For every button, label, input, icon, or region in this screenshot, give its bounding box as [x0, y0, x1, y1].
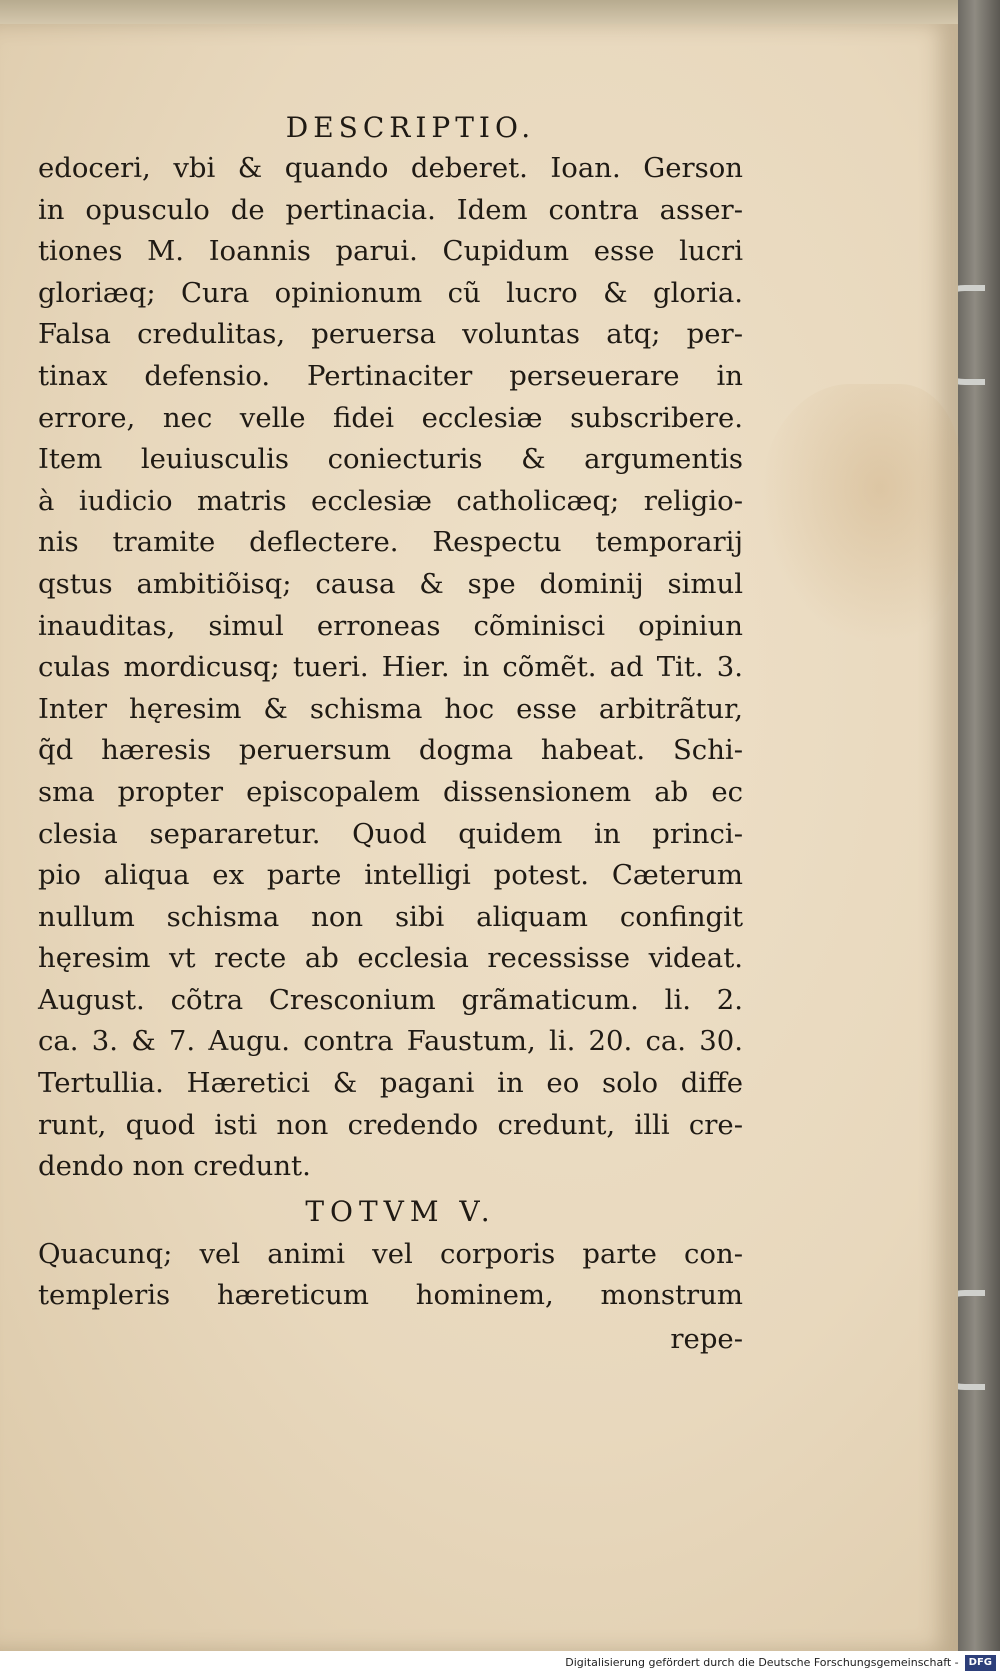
- text-line: Item leuiusculis coniecturis & argumentis: [38, 443, 743, 476]
- text-line: clesia separaretur. Quod quidem in princi-: [38, 817, 743, 850]
- text-line: pio aliqua ex parte intelligi potest. Cæterum: [38, 859, 743, 892]
- text-line: Quacunq; vel animi vel corporis parte con-: [38, 1237, 743, 1270]
- dfg-logo-badge: DFG: [965, 1655, 996, 1671]
- water-stain: [760, 384, 960, 644]
- book-binding: [958, 0, 1000, 1651]
- page-text: [38, 108, 743, 1361]
- text-line: tinax defensio. Pertinaciter perseuerare in: [38, 359, 743, 392]
- text-line: errore, nec velle fidei ecclesiæ subscribere.: [38, 401, 743, 434]
- text-line: templeris hæreticum hominem, monstrum: [38, 1279, 743, 1312]
- text-line: gloriæq; Cura opinionum cũ lucro & gloria.: [38, 276, 743, 309]
- text-line: sma propter episcopalem dissensionem ab ec: [38, 775, 743, 808]
- text-line: qstus ambitiõisq; causa & spe dominij simul: [38, 567, 743, 600]
- text-line: inauditas, simul erroneas cõminisci opiniun: [38, 609, 743, 642]
- footer-credit-text: Digitalisierung gefördert durch die Deutsche Forschungsgemeinschaft -: [565, 1656, 959, 1669]
- text-line: tiones M. Ioannis parui. Cupidum esse lucri: [38, 235, 743, 268]
- text-line: nis tramite deflectere. Respectu temporarij: [38, 526, 743, 559]
- text-line: culas mordicusq; tueri. Hier. in cõmẽt. ad Tit. 3.: [38, 651, 743, 684]
- catchword: repe-: [670, 1323, 743, 1356]
- running-head: DESCRIPTIO.: [285, 111, 536, 144]
- text-line: ca. 3. & 7. Augu. contra Faustum, li. 20. ca. 30.: [38, 1025, 743, 1058]
- text-line: Inter hęresim & schisma hoc esse arbitrãtur,: [38, 692, 743, 725]
- text-line: in opusculo de pertinacia. Idem contra asser-: [38, 193, 743, 226]
- text-line: à iudicio matris ecclesiæ catholicæq; religio-: [38, 484, 743, 517]
- text-line: Tertullia. Hæretici & pagani in eo solo diffe: [38, 1067, 743, 1100]
- section-paragraph: [38, 1234, 743, 1317]
- text-line: q̃d hæresis peruersum dogma habeat. Schi-: [38, 734, 743, 767]
- section-heading: TOTVM V.: [305, 1194, 496, 1228]
- digitization-footer: [0, 1651, 1000, 1675]
- text-line: dendo non credunt.: [38, 1150, 311, 1183]
- text-line: hęresim vt recte ab ecclesia recessisse videat.: [38, 942, 743, 975]
- body-paragraph: [38, 148, 743, 1188]
- text-line: nullum schisma non sibi aliquam confingit: [38, 900, 743, 933]
- text-line: August. cõtra Cresconium grãmaticum. li. 2.: [38, 983, 743, 1016]
- text-line: Falsa credulitas, peruersa voluntas atq; per-: [38, 318, 743, 351]
- text-line: edoceri, vbi & quando deberet. Ioan. Gerson: [38, 152, 743, 184]
- text-line: runt, quod isti non credendo credunt, illi cre-: [38, 1108, 743, 1141]
